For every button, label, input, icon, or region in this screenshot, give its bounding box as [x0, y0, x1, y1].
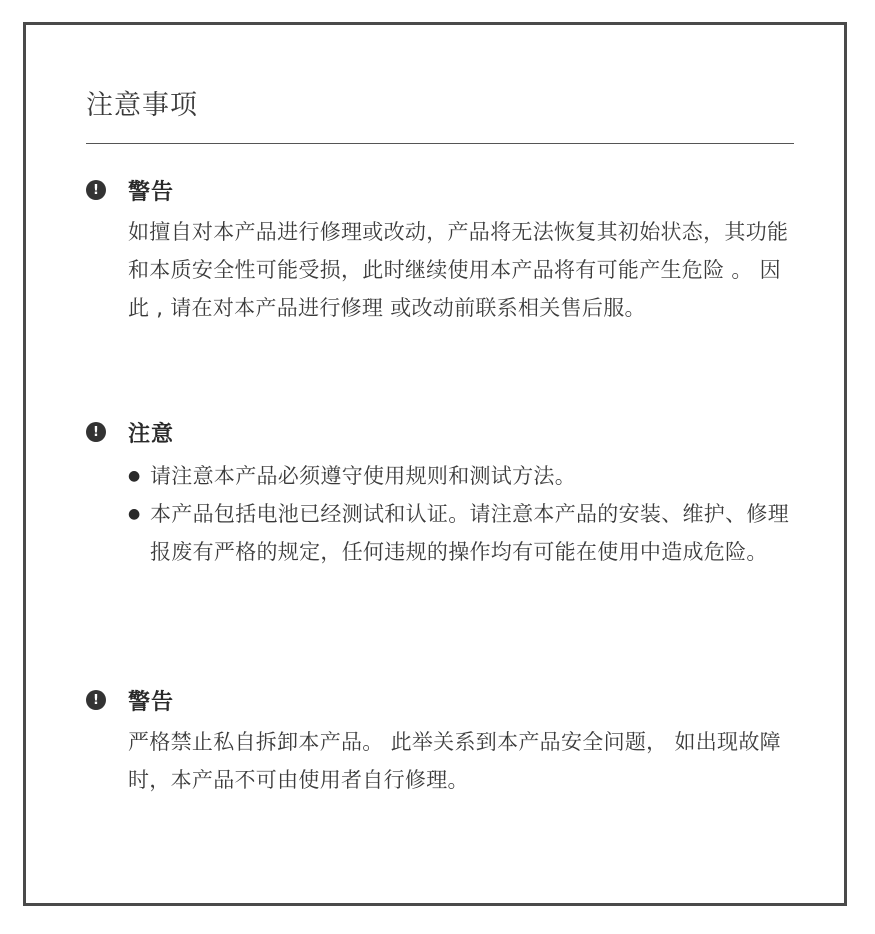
warning-section-2: [86, 685, 796, 799]
warning-paragraph: 如擅自对本产品进行修理或改动，产品将无法恢复其初始状态，其功能和本质安全性可能受损，此时继续使用本产品将有可能产生危险 。 因此 , 请在对本产品进行修理 或改动前联系相关售后服。: [128, 220, 789, 320]
list-item: [128, 495, 804, 571]
page-title: 注意事项: [86, 90, 198, 121]
bullet-text: 请注意本产品必须遵守使用规则和测试方法。: [150, 464, 576, 488]
section-title: 警告: [128, 689, 175, 715]
bullet-icon: ●: [128, 468, 141, 484]
section-header: [86, 685, 796, 715]
notice-frame: [23, 22, 847, 906]
bullet-icon: ●: [128, 506, 141, 522]
bullet-text: 本产品包括电池已经测试和认证。请注意本产品的安装、维护、修理报废有严格的规定，任何违规的操作均有可能在使用中造成危险。: [150, 502, 789, 564]
exclamation-circle-icon: !: [86, 180, 106, 200]
section-title: 警告: [128, 179, 175, 205]
section-header: [86, 175, 796, 205]
caution-section: [86, 417, 796, 571]
title-divider: [86, 143, 794, 144]
exclamation-circle-icon: !: [86, 690, 106, 710]
warning-paragraph: 严格禁止私自拆卸本产品。 此举关系到本产品安全问题， 如出现故障时，本产品不可由使用者自行修理。: [128, 730, 781, 792]
warning-section-1: [86, 175, 796, 327]
list-item: [128, 457, 804, 495]
caution-bullet-list: [128, 457, 804, 571]
section-title: 注意: [128, 421, 175, 447]
exclamation-circle-icon: !: [86, 422, 106, 442]
section-header: [86, 417, 796, 447]
